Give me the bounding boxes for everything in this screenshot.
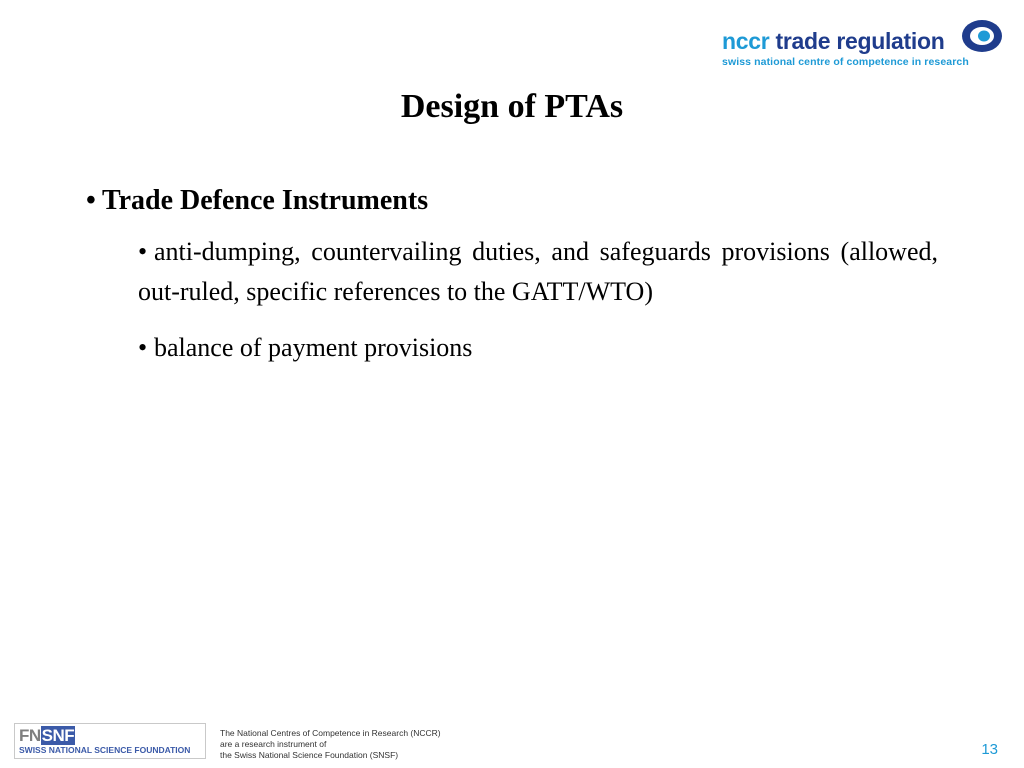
- snf-logo-subtitle: SWISS NATIONAL SCIENCE FOUNDATION: [19, 745, 191, 755]
- sub-bullet-item: [138, 328, 938, 368]
- bullet-icon: •: [138, 237, 148, 266]
- sub-bullet-item: [138, 232, 938, 312]
- bullet-item: [86, 180, 938, 222]
- bullet-text: Trade Defence Instruments: [102, 185, 429, 216]
- sub-bullet-text: balance of payment provisions: [154, 333, 473, 362]
- snf-logo-fn: FN: [19, 726, 41, 745]
- sub-bullet-text: anti-dumping, countervailing duties, and safeguards provisions (allowed, out-ruled, specific references to the GATT/WTO): [138, 237, 938, 306]
- bullet-icon: •: [86, 185, 96, 216]
- slide-title: Design of PTAs: [400, 88, 624, 125]
- footer-line: the Swiss National Science Foundation (SNSF): [220, 750, 399, 760]
- snf-logo-snf: SNF: [41, 726, 75, 745]
- footer-line: The National Centres of Competence in Research (NCCR): [220, 728, 441, 738]
- sub-bullet-list: [138, 232, 938, 368]
- nccr-logo-subtitle: swiss national centre of competence in research: [722, 56, 969, 68]
- nccr-logo: [718, 16, 1018, 72]
- footer-line: are a research instrument of: [220, 739, 327, 749]
- nccr-logo-word1: nccr: [722, 28, 770, 54]
- bullet-icon: •: [138, 333, 148, 362]
- bullet-list: [86, 180, 938, 384]
- footer-note: [220, 728, 441, 761]
- nccr-logo-word2: trade regulation: [775, 28, 945, 54]
- nccr-logo-wordmark: [722, 28, 945, 55]
- snf-logo-mark: [19, 726, 75, 746]
- page-number: 13: [981, 741, 998, 758]
- eye-logo-icon: [960, 16, 1006, 56]
- snf-logo: [14, 723, 206, 759]
